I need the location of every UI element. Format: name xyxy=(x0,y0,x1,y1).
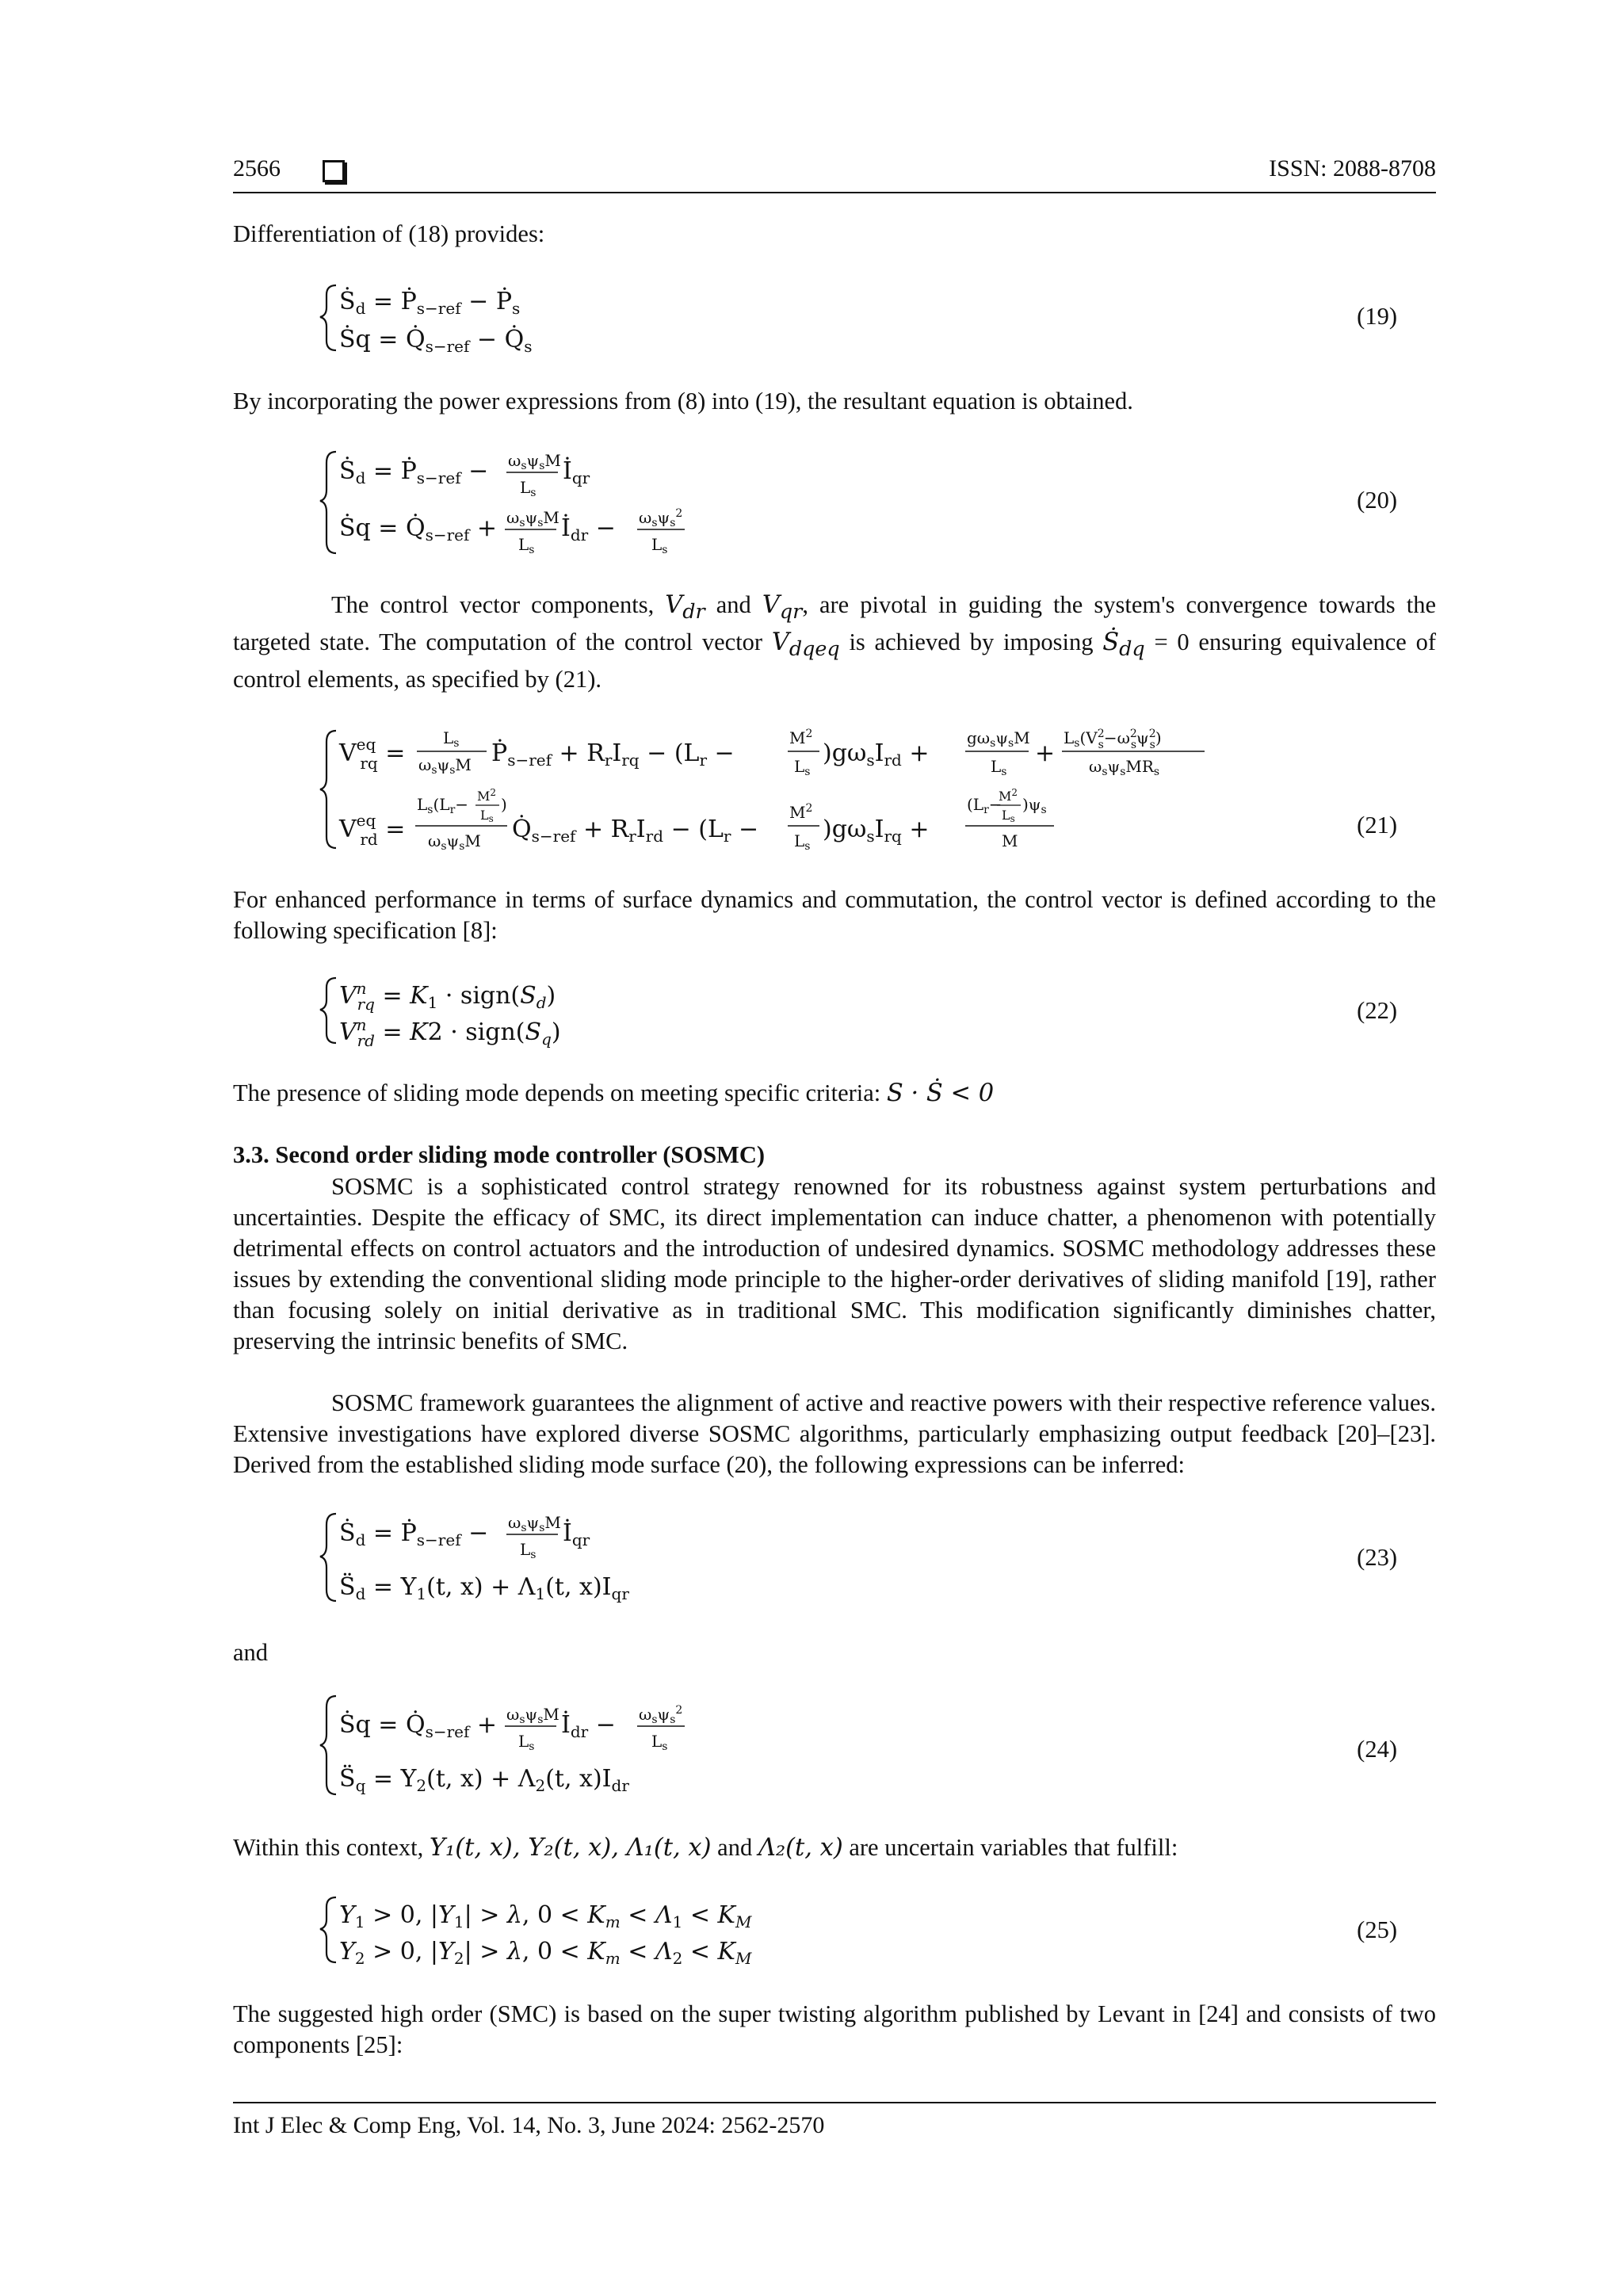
svg-text:S̈d = Υ1(t, x) + Λ1(t, x)Iqr: $S̈_d = \Upsilon_1(t$, $x) + \Lambda_1(t$, $x)I_{qr}$ xyxy=(339,1573,629,1603)
svg-text:Ls: $L_s$ xyxy=(520,1540,537,1561)
page-footer: Int J Elec & Comp Eng, Vol. 14, No. 3, June 2024: 2562-2570 xyxy=(233,2112,825,2138)
equation-number: (20) xyxy=(1357,487,1397,514)
equation-number: (22) xyxy=(1357,997,1397,1024)
svg-text:Ṡd = Ṗs−ref −: Ṡ$_d$ = Ṗ$_{s-ref}$ − xyxy=(339,1519,489,1549)
svg-text:İqr: $İ_{qr}$ xyxy=(563,457,590,487)
svg-text:Ṡq = Q̇s−ref − Q̇s: Ṡq = $Q̇_{s-ref}$ − $Q̇_s$ xyxy=(339,326,533,356)
footer-rule xyxy=(233,2102,1436,2103)
svg-text:S̈q = Υ2(t, x) + Λ2(t, x)Idr: $S̈_q = \Upsilon_2(t$, $x) + \Lambda_2(t$, $x)I_{dr}$ xyxy=(339,1765,629,1795)
svg-text:ωsψsM: $\omega_s\psi_sM$ xyxy=(418,755,472,777)
svg-text:Ls(Lr−: $L_s(L_r-$ xyxy=(417,795,469,816)
svg-text:Vnrd = K2 · sign(Sq): $V^n$ rd = $K2 \cdot sign(S_q)$ xyxy=(339,1015,561,1050)
svg-text:Ls: $L_s$ xyxy=(794,757,811,778)
svg-text:Ls: $L_s$ xyxy=(443,728,460,750)
svg-text:M2: $M^2$ xyxy=(999,787,1018,804)
equation-23 xyxy=(233,1506,1436,1617)
svg-text:Ls: Ls xyxy=(480,808,494,824)
svg-text:Ṡq = Q̇s−ref +: Ṡq = $Q̇_{s-ref}$ + xyxy=(339,514,498,544)
svg-text:Ls: $L_s$ xyxy=(518,1732,535,1753)
svg-text:)gωsIrq +: )$g\omega_sI_{rq}$ + xyxy=(823,816,930,846)
page-header xyxy=(233,155,1436,192)
svg-text:Ls: $L_s$ xyxy=(651,1732,668,1753)
svg-text:ωsψsM: $\omega_s\psi_sM$ xyxy=(508,451,561,472)
svg-text:Veqrd =: $V^{eq}$ rd = xyxy=(339,811,406,849)
section-heading: 3.3. Second order sliding mode controller (SOSMC) xyxy=(233,1141,765,1168)
equation-20 xyxy=(233,444,1436,571)
paragraph: The control vector components, $V_{dr}$ and $V_{qr}$, are pivotal in guiding the system's convergence towards the targeted state. The computation of the control vector $V_{dqeq}$ is achieved by imposing Ṡ$_{dq}$ = 0 ensuring equivalence of control elements, as specified by (21). xyxy=(233,591,1436,693)
svg-text:Ṡd = Ṗs−ref −: Ṡ$_d$ = Ṗ$_{s-ref}$ − xyxy=(339,457,489,487)
svg-text:Ls: Ls xyxy=(1002,808,1015,824)
svg-text:(Lr−: ($L_r-$ xyxy=(967,795,1002,816)
svg-text:İdr −: $İ_{dr}$ − xyxy=(561,1711,616,1741)
equation-22 xyxy=(233,972,1436,1059)
svg-text:ωsψsM: $\omega_s\psi_sM$ xyxy=(428,831,481,853)
svg-text:Ls: $L_s$ xyxy=(651,535,668,556)
svg-text:+: + xyxy=(1035,739,1056,767)
svg-text:Ṗs−ref + RrIrq − (Lr −: Ṗ$_{s-ref}$ + $R_rI_{rq} - (L_r$ − xyxy=(491,739,735,770)
svg-text:Q̇s−ref + RrIrd − (Lr −: $Q̇_{s-ref} + R_rI_{rd} - (L_r$ − xyxy=(512,816,759,846)
svg-text:ωsψs2: $\omega_s\psi_s^2$ xyxy=(639,1704,683,1726)
paragraph: The presence of sliding mode depends on meeting specific criteria: S · Ṡ < 0 xyxy=(233,1079,995,1107)
equation-24 xyxy=(233,1685,1436,1812)
equation-25-body xyxy=(233,1891,867,1978)
paragraph: For enhanced performance in terms of surface dynamics and commutation, the control vector is defined according to the following specification [8]: xyxy=(233,886,1436,944)
svg-text:İdr −: $İ_{dr}$ − xyxy=(561,514,616,544)
svg-text:ωsψsM: $\omega_s\psi_sM$ xyxy=(506,508,559,529)
svg-text:)gωsIrd +: )$g\omega_sI_{rd}$ + xyxy=(823,739,930,770)
equation-number: (24) xyxy=(1357,1736,1397,1763)
equation-23-body xyxy=(233,1506,867,1617)
svg-text:Υ2 > 0, |Υ2| > λ, 0 < Km < Λ2: $\Upsilon_2 > 0$, $|\Upsilon_2| > \lambda$, $0 < K_m < \Lambda_2 < K_M$ xyxy=(339,1938,752,1968)
svg-text:M: M xyxy=(1002,831,1018,850)
svg-text:Ṡd = Ṗs−ref − Ṗs: Ṡ$_d$ = Ṗ$_{s-ref}$ − Ṗ$_s$ xyxy=(339,288,521,318)
equation-number: (23) xyxy=(1357,1544,1397,1571)
equation-number: (21) xyxy=(1357,812,1397,839)
equation-20-body xyxy=(233,444,946,571)
paragraph: and xyxy=(233,1639,269,1666)
svg-text:ωsψsMRs: $\omega_s\psi_sMR_s$ xyxy=(1089,757,1160,778)
svg-text:M2: $M^2$ xyxy=(789,802,813,822)
paragraph: The suggested high order (SMC) is based on the super twisting algorithm published by Levant in [24] and consists of two components [25]: xyxy=(233,2000,1436,2058)
svg-text:): ) xyxy=(501,795,507,814)
paragraph: SOSMC is a sophisticated control strategy renowned for its robustness against system perturbations and uncertainties. Despite the efficacy of SMC, its direct implementation can induce chatter, a phenomenon with potentially detrimental effects on control actuators and the introduction of undesired dynamics. SOSMC methodology addresses these issues by extending the conventional sliding mode principle to the higher-order derivatives of sliding manifold [19], rather than focusing solely on initial derivative as in traditional SMC. This modification significantly diminishes chatter, preserving the intrinsic benefits of SMC. xyxy=(233,1173,1436,1354)
svg-text:ωsψs2: $\omega_s\psi_s^2$ xyxy=(639,507,683,529)
paragraph: Differentiation of (18) provides: xyxy=(233,220,545,247)
equation-number: (19) xyxy=(1357,303,1397,330)
equation-21 xyxy=(233,713,1436,872)
svg-text:Ls: $L_s$ xyxy=(520,478,537,499)
equation-22-body xyxy=(233,972,788,1059)
svg-text:İqr: $İ_{qr}$ xyxy=(563,1519,590,1549)
svg-text:)ψs: )$\psi_s$ xyxy=(1022,795,1047,816)
svg-text:Ls(V2s−ω2sψ2s): $L_s(V^2$ $s-\omega^2$ $s\psi^2$ s) xyxy=(1064,728,1162,751)
equation-25 xyxy=(233,1891,1436,1978)
svg-text:gωsψsM: $g\omega_s\psi_sM$ xyxy=(967,728,1030,750)
box-icon xyxy=(323,160,345,182)
svg-text:M2: $M^2$ xyxy=(789,728,813,747)
paragraph: Within this context, Υ₁(t, x), Υ₂(t, x), Λ₁(t, x) and Λ₂(t, x) are uncertain variables that fulfill: xyxy=(233,1834,1178,1862)
equation-21-body xyxy=(233,713,1263,872)
header-rule xyxy=(233,192,1436,193)
svg-text:Ls: $L_s$ xyxy=(794,831,811,853)
svg-text:Veqrq =: $V^{eq}$ rq = xyxy=(339,735,406,773)
equation-19 xyxy=(233,277,1436,365)
equation-19-body xyxy=(233,277,788,365)
svg-text:Ls: $L_s$ xyxy=(991,757,1007,778)
paragraph: By incorporating the power expressions from (8) into (19), the resultant equation is obtained. xyxy=(233,388,1133,415)
svg-text:ωsψsM: $\omega_s\psi_sM$ xyxy=(508,1513,561,1534)
page-number: 2566 xyxy=(233,155,281,181)
paper-page xyxy=(233,0,1436,2296)
equation-number: (25) xyxy=(1357,1916,1397,1943)
svg-text:Ṡq = Q̇s−ref +: Ṡq = $Q̇_{s-ref}$ + xyxy=(339,1711,498,1741)
issn: ISSN: 2088-8708 xyxy=(1269,155,1436,181)
equation-24-body xyxy=(233,1685,867,1812)
svg-text:Υ1 > 0, |Υ1| > λ, 0 < Km < Λ1: $\Upsilon_1 > 0$, $|\Upsilon_1| > \lambda$, $0 < K_m < \Lambda_1 < K_M$ xyxy=(339,1901,752,1931)
svg-text:M2: $M^2$ xyxy=(477,787,497,804)
svg-text:Vnrq = K1 · sign(Sd): $V^n$ rq = $K_1$ · $sign(S_d)$ xyxy=(339,979,556,1014)
svg-text:Ls: $L_s$ xyxy=(518,535,535,556)
svg-text:ωsψsM: $\omega_s\psi_sM$ xyxy=(506,1705,559,1726)
paragraph: SOSMC framework guarantees the alignment of active and reactive powers with their respective reference values. Extensive investigations have explored diverse SOSMC algorithms, particularly emphasizing output feedback [20]–[23]. Derived from the established sliding mode surface (20), the following expressions can be inferred: xyxy=(233,1389,1436,1478)
